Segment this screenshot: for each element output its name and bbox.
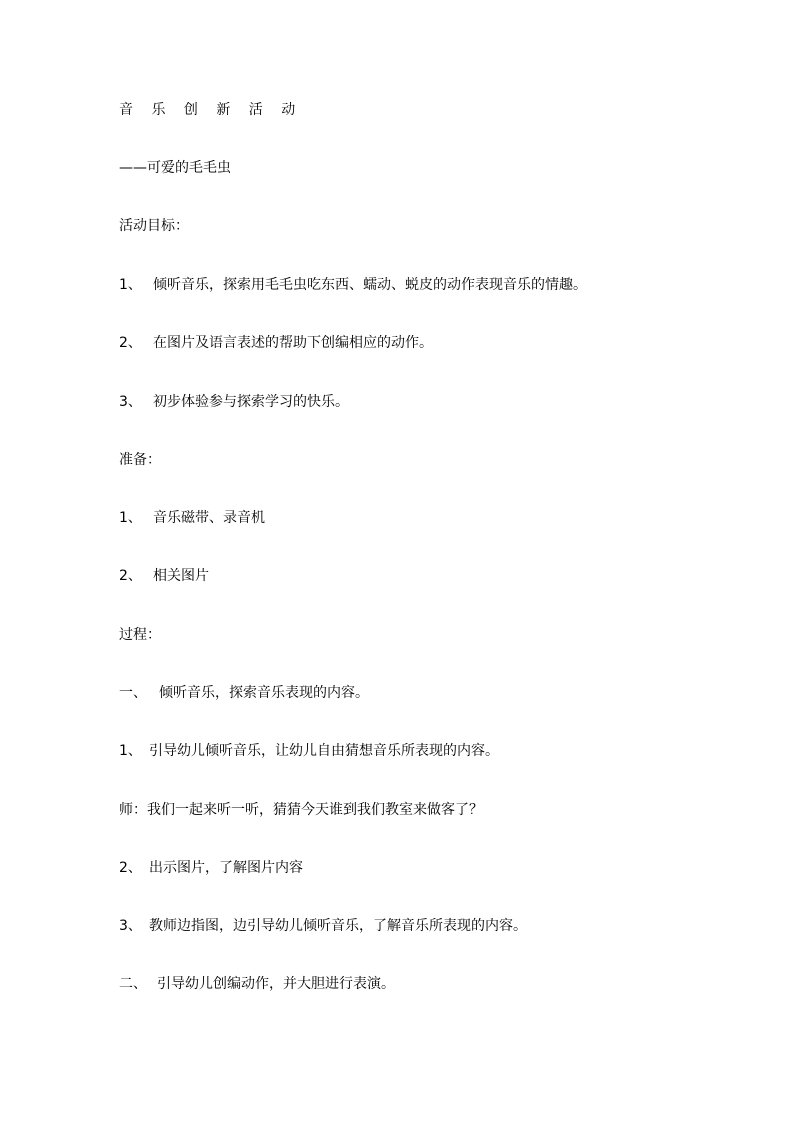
goal-item-1 [119, 275, 587, 295]
process-item-3-number: 3、 [119, 918, 142, 934]
prep-item-1 [119, 508, 265, 528]
prep-item-1-text: 音乐磁带、录音机 [153, 510, 265, 526]
section-1-number: 一、 [119, 685, 147, 701]
process-item-2 [119, 858, 303, 878]
prep-heading: 准备： [119, 452, 161, 468]
process-heading: 过程： [119, 627, 161, 643]
section-1-text: 倾听音乐，探索音乐表现的内容。 [159, 685, 369, 701]
prep-item-2-number: 2、 [119, 568, 142, 584]
prep-item-1-number: 1、 [119, 510, 142, 526]
goal-item-2-text: 在图片及语言表述的帮助下创编相应的动作。 [153, 335, 433, 351]
process-item-3-text: 教师边指图，边引导幼儿倾听音乐，了解音乐所表现的内容。 [149, 918, 527, 934]
section-2-number: 二、 [119, 976, 147, 992]
goals-heading: 活动目标： [119, 218, 189, 234]
goal-item-2-number: 2、 [119, 335, 142, 351]
prep-item-2-text: 相关图片 [153, 568, 209, 584]
teacher-line: 师：我们一起来听一听，猜猜今天谁到我们教室来做客了？ [119, 802, 483, 818]
section-2-heading [119, 974, 395, 994]
process-item-1-number: 1、 [119, 743, 142, 759]
process-item-2-text: 出示图片，了解图片内容 [149, 860, 303, 876]
process-item-1 [119, 741, 499, 761]
goal-item-1-number: 1、 [119, 277, 142, 293]
section-1-heading [119, 683, 369, 703]
process-item-3 [119, 916, 527, 936]
goal-item-3 [119, 392, 349, 412]
prep-item-2 [119, 566, 209, 586]
process-item-2-number: 2、 [119, 860, 142, 876]
goal-item-3-text: 初步体验参与探索学习的快乐。 [153, 394, 349, 410]
goal-item-3-number: 3、 [119, 394, 142, 410]
process-item-1-text: 引导幼儿倾听音乐，让幼儿自由猜想音乐所表现的内容。 [149, 743, 499, 759]
section-2-text: 引导幼儿创编动作，并大胆进行表演。 [157, 976, 395, 992]
goal-item-2 [119, 333, 433, 353]
document-title: 音 乐 创 新 活 动 [119, 102, 303, 118]
goal-item-1-text: 倾听音乐，探索用毛毛虫吃东西、蠕动、蜕皮的动作表现音乐的情趣。 [153, 277, 587, 293]
document-subtitle: ——可爱的毛毛虫 [119, 160, 231, 176]
